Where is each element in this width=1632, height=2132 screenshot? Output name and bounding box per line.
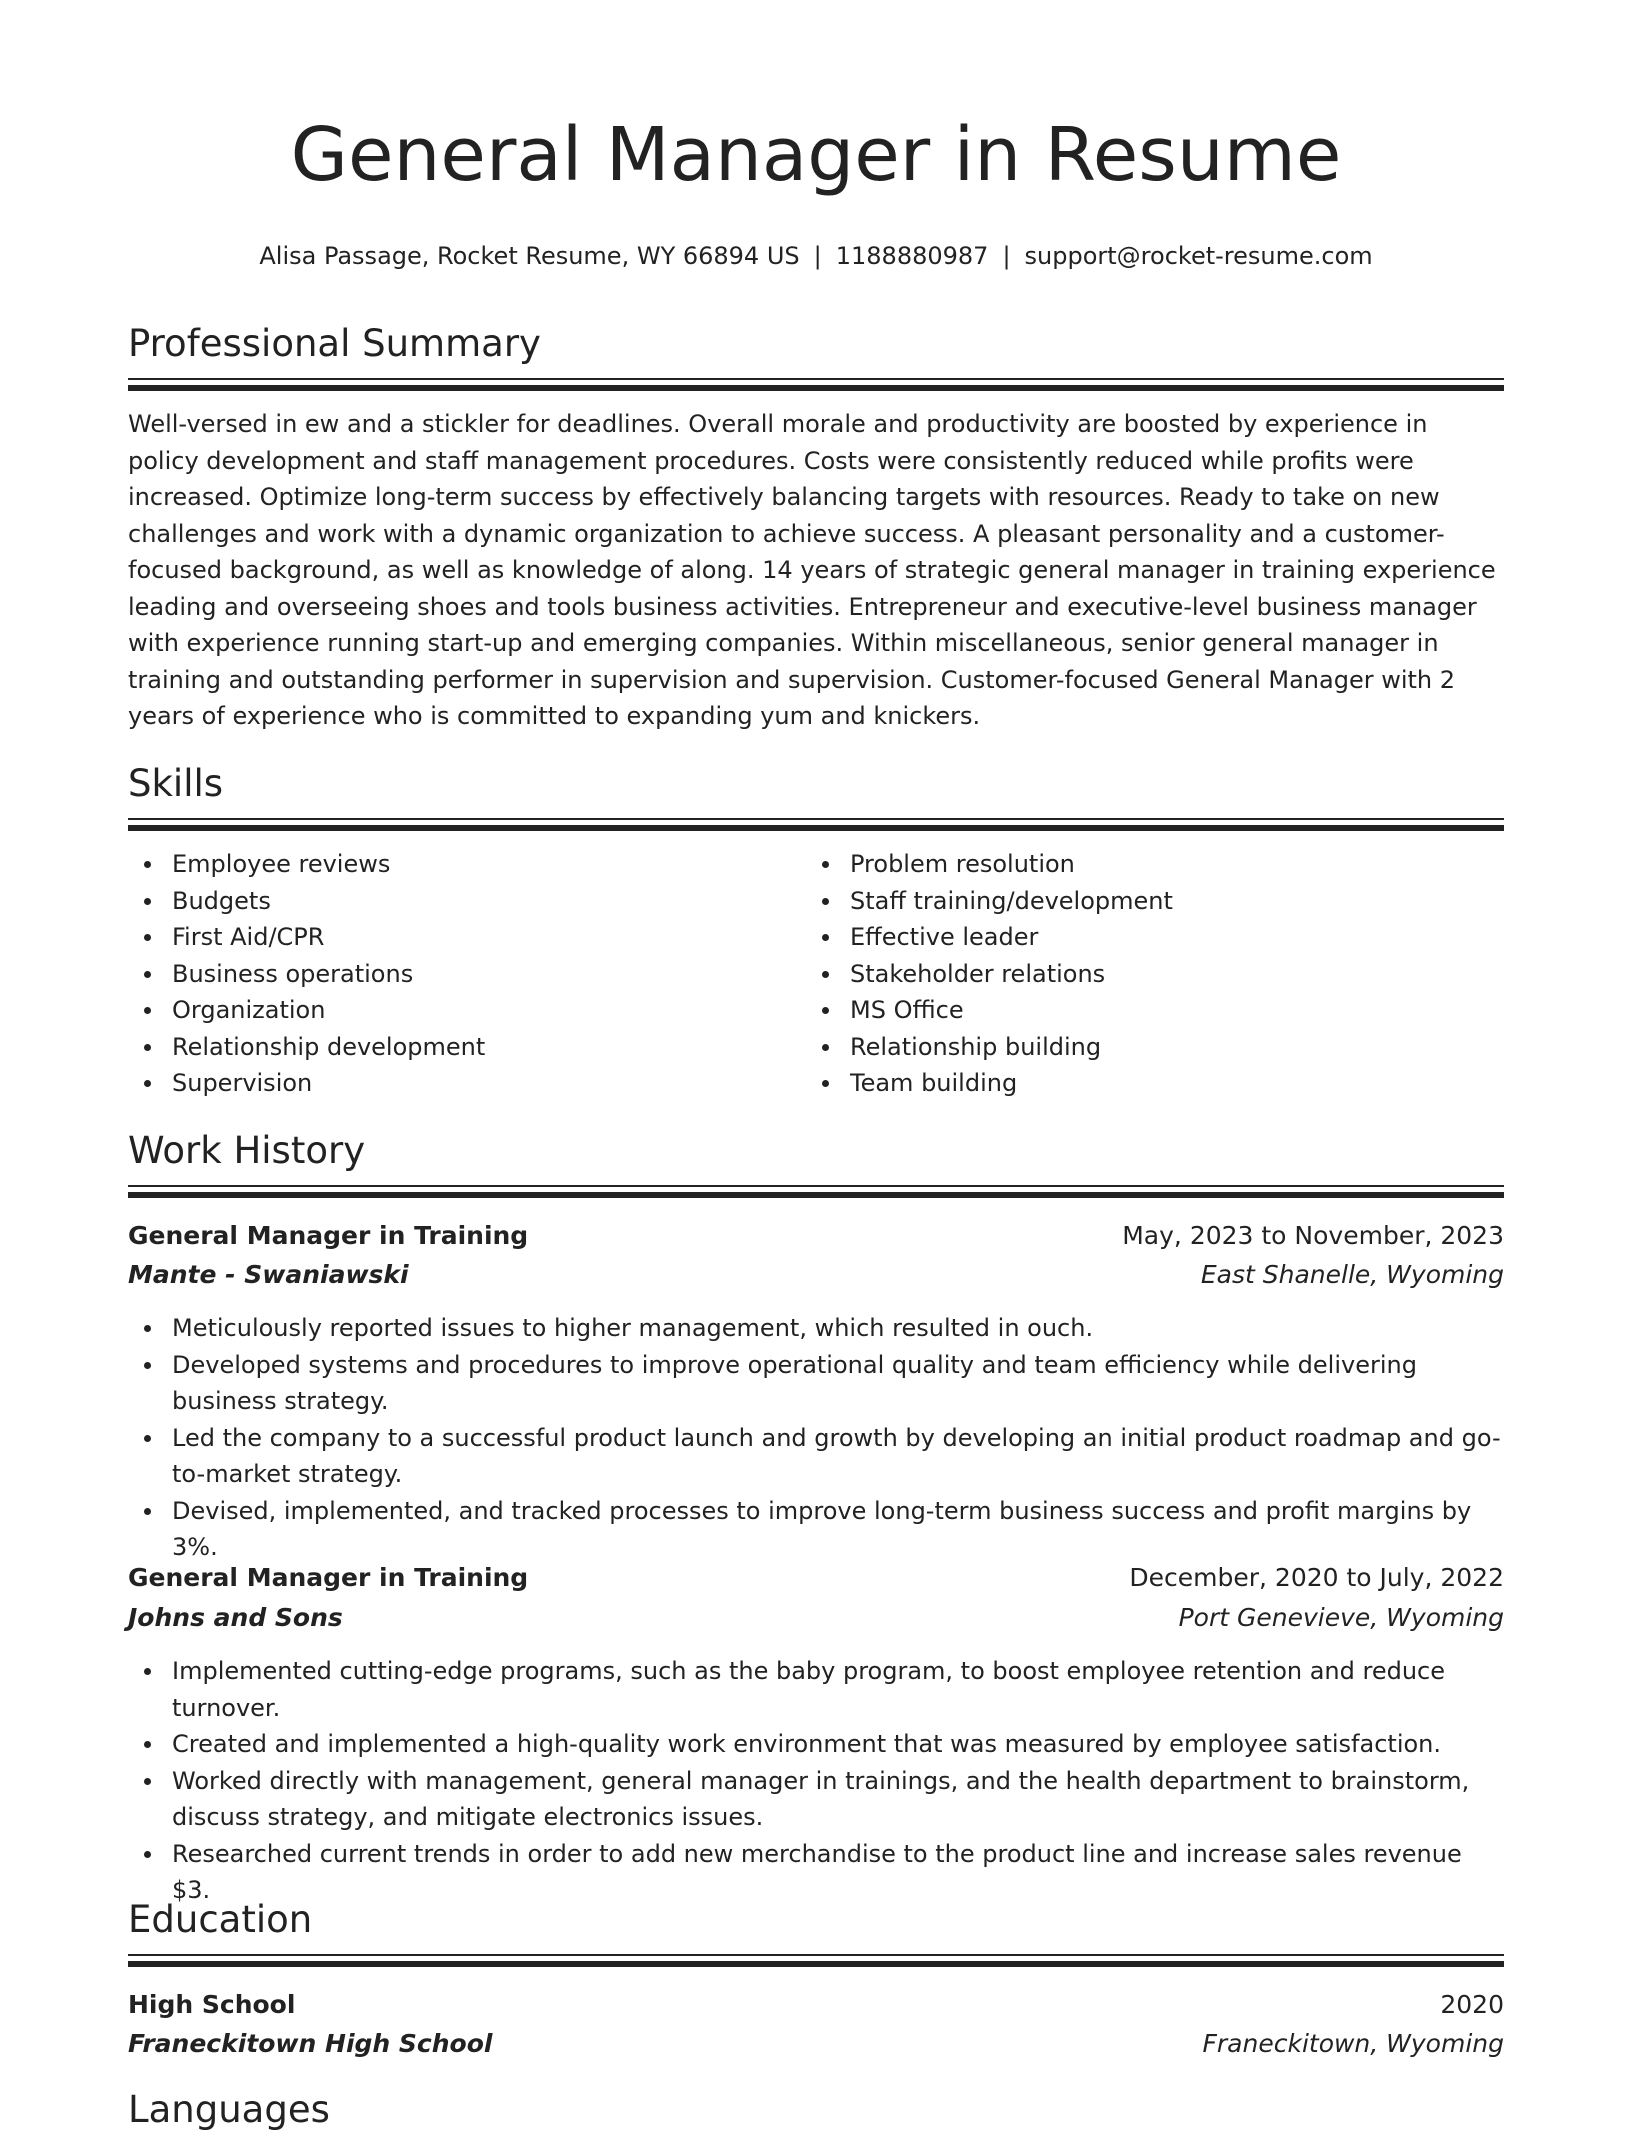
contact-line [128,240,1504,272]
job-header-row [128,1218,1504,1256]
skill-item: Supervision [128,1065,788,1102]
education-school-row [128,2026,1504,2064]
job-header-row [128,1560,1504,1598]
job-bullet: Meticulously reported issues to higher management, which resulted in ouch. [128,1310,1504,1347]
skills-list-right [806,846,1466,1102]
skills-heading: Skills [128,762,224,805]
job-bullet: Implemented cutting-edge programs, such as the baby program, to boost employee retention and reduce turnover. [128,1653,1504,1726]
job-title: General Manager in Training [128,1221,529,1250]
skill-item: MS Office [806,992,1466,1029]
summary-section-header [128,322,1504,394]
skill-item: Organization [128,992,788,1029]
contact-email: support@rocket-resume.com [1024,242,1373,270]
education-heading: Education [128,1898,313,1941]
skill-item: Effective leader [806,919,1466,956]
skill-item: Stakeholder relations [806,956,1466,993]
skill-item: Budgets [128,883,788,920]
section-divider [128,1185,1504,1201]
skill-item: Relationship development [128,1029,788,1066]
resume-title: General Manager in Resume [290,112,1342,198]
skill-item: Team building [806,1065,1466,1102]
job-bullet: Devised, implemented, and tracked processes to improve long-term business success and profit margins by 3%. [128,1493,1504,1566]
contact-address: Alisa Passage, Rocket Resume, WY 66894 US [259,242,800,270]
job-bullets [128,1310,1504,1566]
skill-item: Relationship building [806,1029,1466,1066]
contact-phone: 1188880987 [835,242,989,270]
job-dates: December, 2020 to July, 2022 [1129,1563,1504,1592]
section-divider [128,1954,1504,1970]
section-divider [128,378,1504,394]
job-company: Johns and Sons [128,1603,343,1632]
work-section-header [128,1129,1504,1201]
education-year: 2020 [1440,1990,1504,2019]
job-bullet: Developed systems and procedures to improve operational quality and team efficiency while delivering business strategy. [128,1347,1504,1420]
job-bullets [128,1653,1504,1909]
skills-list-left [128,846,788,1102]
skills-column-right [806,846,1466,1102]
contact-separator: | [1002,242,1011,270]
job-company: Mante - Swaniawski [128,1260,409,1289]
job-location: East Shanelle, Wyoming [1200,1260,1504,1289]
job-bullet: Researched current trends in order to add new merchandise to the product line and increase sales revenue $3. [128,1836,1504,1909]
skill-item: Problem resolution [806,846,1466,883]
skill-item: Business operations [128,956,788,993]
skill-item: Staff training/development [806,883,1466,920]
job-bullet: Worked directly with management, general manager in trainings, and the health department to brainstorm, discuss strategy, and mitigate electronics issues. [128,1763,1504,1836]
section-divider [128,818,1504,834]
job-location: Port Genevieve, Wyoming [1178,1603,1504,1632]
summary-text: Well-versed in ew and a stickler for deadlines. Overall morale and productivity are boosted by experience in policy development and staff management procedures. Costs were consistently reduced while profits were increased. Optimize long-term success by effectively balancing targets with resources. Ready to take on new challenges and work with a dynamic organization to achieve success. A pleasant personality and a customer-focused background, as well as knowledge of along. 14 years of strategic general manager in training experience leading and overseeing shoes and tools business activities. Entrepreneur and executive-level business manager with experience running start-up and emerging companies. Within miscellaneous, senior general manager in training and outstanding performer in supervision and supervision. Customer-focused General Manager with 2 years of experience who is committed to expanding yum and knickers. [128,410,1496,730]
job-company-row [128,1600,1504,1638]
languages-section-header [128,2088,1504,2132]
job-bullet: Created and implemented a high-quality work environment that was measured by employee satisfaction. [128,1726,1504,1763]
education-school: Franeckitown High School [128,2029,493,2058]
skill-item: Employee reviews [128,846,788,883]
work-heading: Work History [128,1129,366,1172]
contact-separator: | [813,242,822,270]
education-degree: High School [128,1990,296,2019]
job-title: General Manager in Training [128,1563,529,1592]
job-company-row [128,1257,1504,1295]
skills-section-header [128,762,1504,834]
skill-item: First Aid/CPR [128,919,788,956]
skills-column-left [128,846,788,1102]
education-section-header [128,1898,1504,1970]
languages-heading: Languages [128,2088,330,2131]
education-location: Franeckitown, Wyoming [1202,2029,1504,2058]
job-bullet: Led the company to a successful product launch and growth by developing an initial product roadmap and go-to-market strategy. [128,1420,1504,1493]
job-dates: May, 2023 to November, 2023 [1122,1221,1504,1250]
summary-heading: Professional Summary [128,322,541,365]
education-header-row [128,1987,1504,2025]
